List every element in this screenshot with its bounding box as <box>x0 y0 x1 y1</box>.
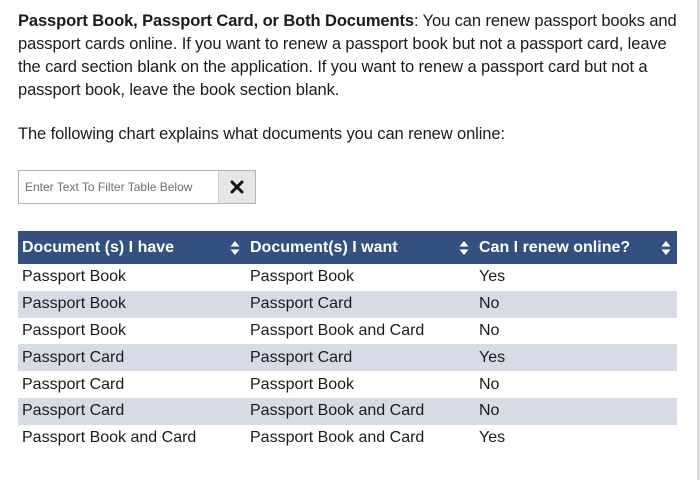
cell-want: Passport Book <box>250 375 355 393</box>
table-row <box>18 371 677 398</box>
table-row <box>18 425 677 452</box>
cell-want: Passport Card <box>250 348 353 366</box>
intro-paragraph <box>18 10 678 102</box>
sort-icon <box>230 240 240 256</box>
cell-want: Passport Book and Card <box>250 321 425 339</box>
clear-filter-button[interactable] <box>218 171 255 203</box>
intro-text: : You can renew passport books and passport cards online. If you want to renew a passport book but not a passport card, leave the card section blank on the application. If you want to renew a passport card but not a passport book, leave the book section blank. <box>18 12 677 99</box>
cell-renew-online: No <box>479 295 500 313</box>
documents-table <box>18 231 677 452</box>
table-row <box>18 344 677 371</box>
table-row <box>18 398 677 425</box>
cell-want: Passport Card <box>250 295 353 313</box>
cell-renew-online: No <box>479 402 500 420</box>
cell-have: Passport Book <box>22 321 127 339</box>
cell-have: Passport Card <box>22 375 125 393</box>
cell-have: Passport Card <box>22 348 125 366</box>
intro-bold: Passport Book, Passport Card, or Both Documents <box>18 12 414 30</box>
cell-have: Passport Book <box>22 268 127 286</box>
table-row <box>18 291 677 318</box>
sort-icon <box>459 240 469 256</box>
cell-renew-online: No <box>479 375 500 393</box>
cell-have: Passport Book and Card <box>22 429 197 447</box>
cell-renew-online: No <box>479 321 500 339</box>
sort-icon <box>661 240 671 256</box>
cell-have: Passport Card <box>22 402 125 420</box>
cell-renew-online: Yes <box>479 348 506 366</box>
chart-intro: The following chart explains what documents you can renew online: <box>18 125 505 143</box>
cell-have: Passport Book <box>22 295 127 313</box>
cell-renew-online: Yes <box>479 268 506 286</box>
cell-want: Passport Book and Card <box>250 429 425 447</box>
main-content <box>18 10 678 452</box>
column-header-have[interactable]: Document (s) I have <box>18 231 246 264</box>
cell-want: Passport Book and Card <box>250 402 425 420</box>
column-header-renew-online[interactable]: Can I renew online? <box>475 231 677 264</box>
cell-renew-online: Yes <box>479 429 506 447</box>
cell-want: Passport Book <box>250 268 355 286</box>
table-row <box>18 318 677 345</box>
table-row <box>18 264 677 291</box>
table-header-row <box>18 231 677 264</box>
filter-box <box>18 170 256 204</box>
filter-input[interactable] <box>19 171 218 203</box>
column-header-want[interactable]: Document(s) I want <box>246 231 475 264</box>
close-icon <box>230 180 244 194</box>
